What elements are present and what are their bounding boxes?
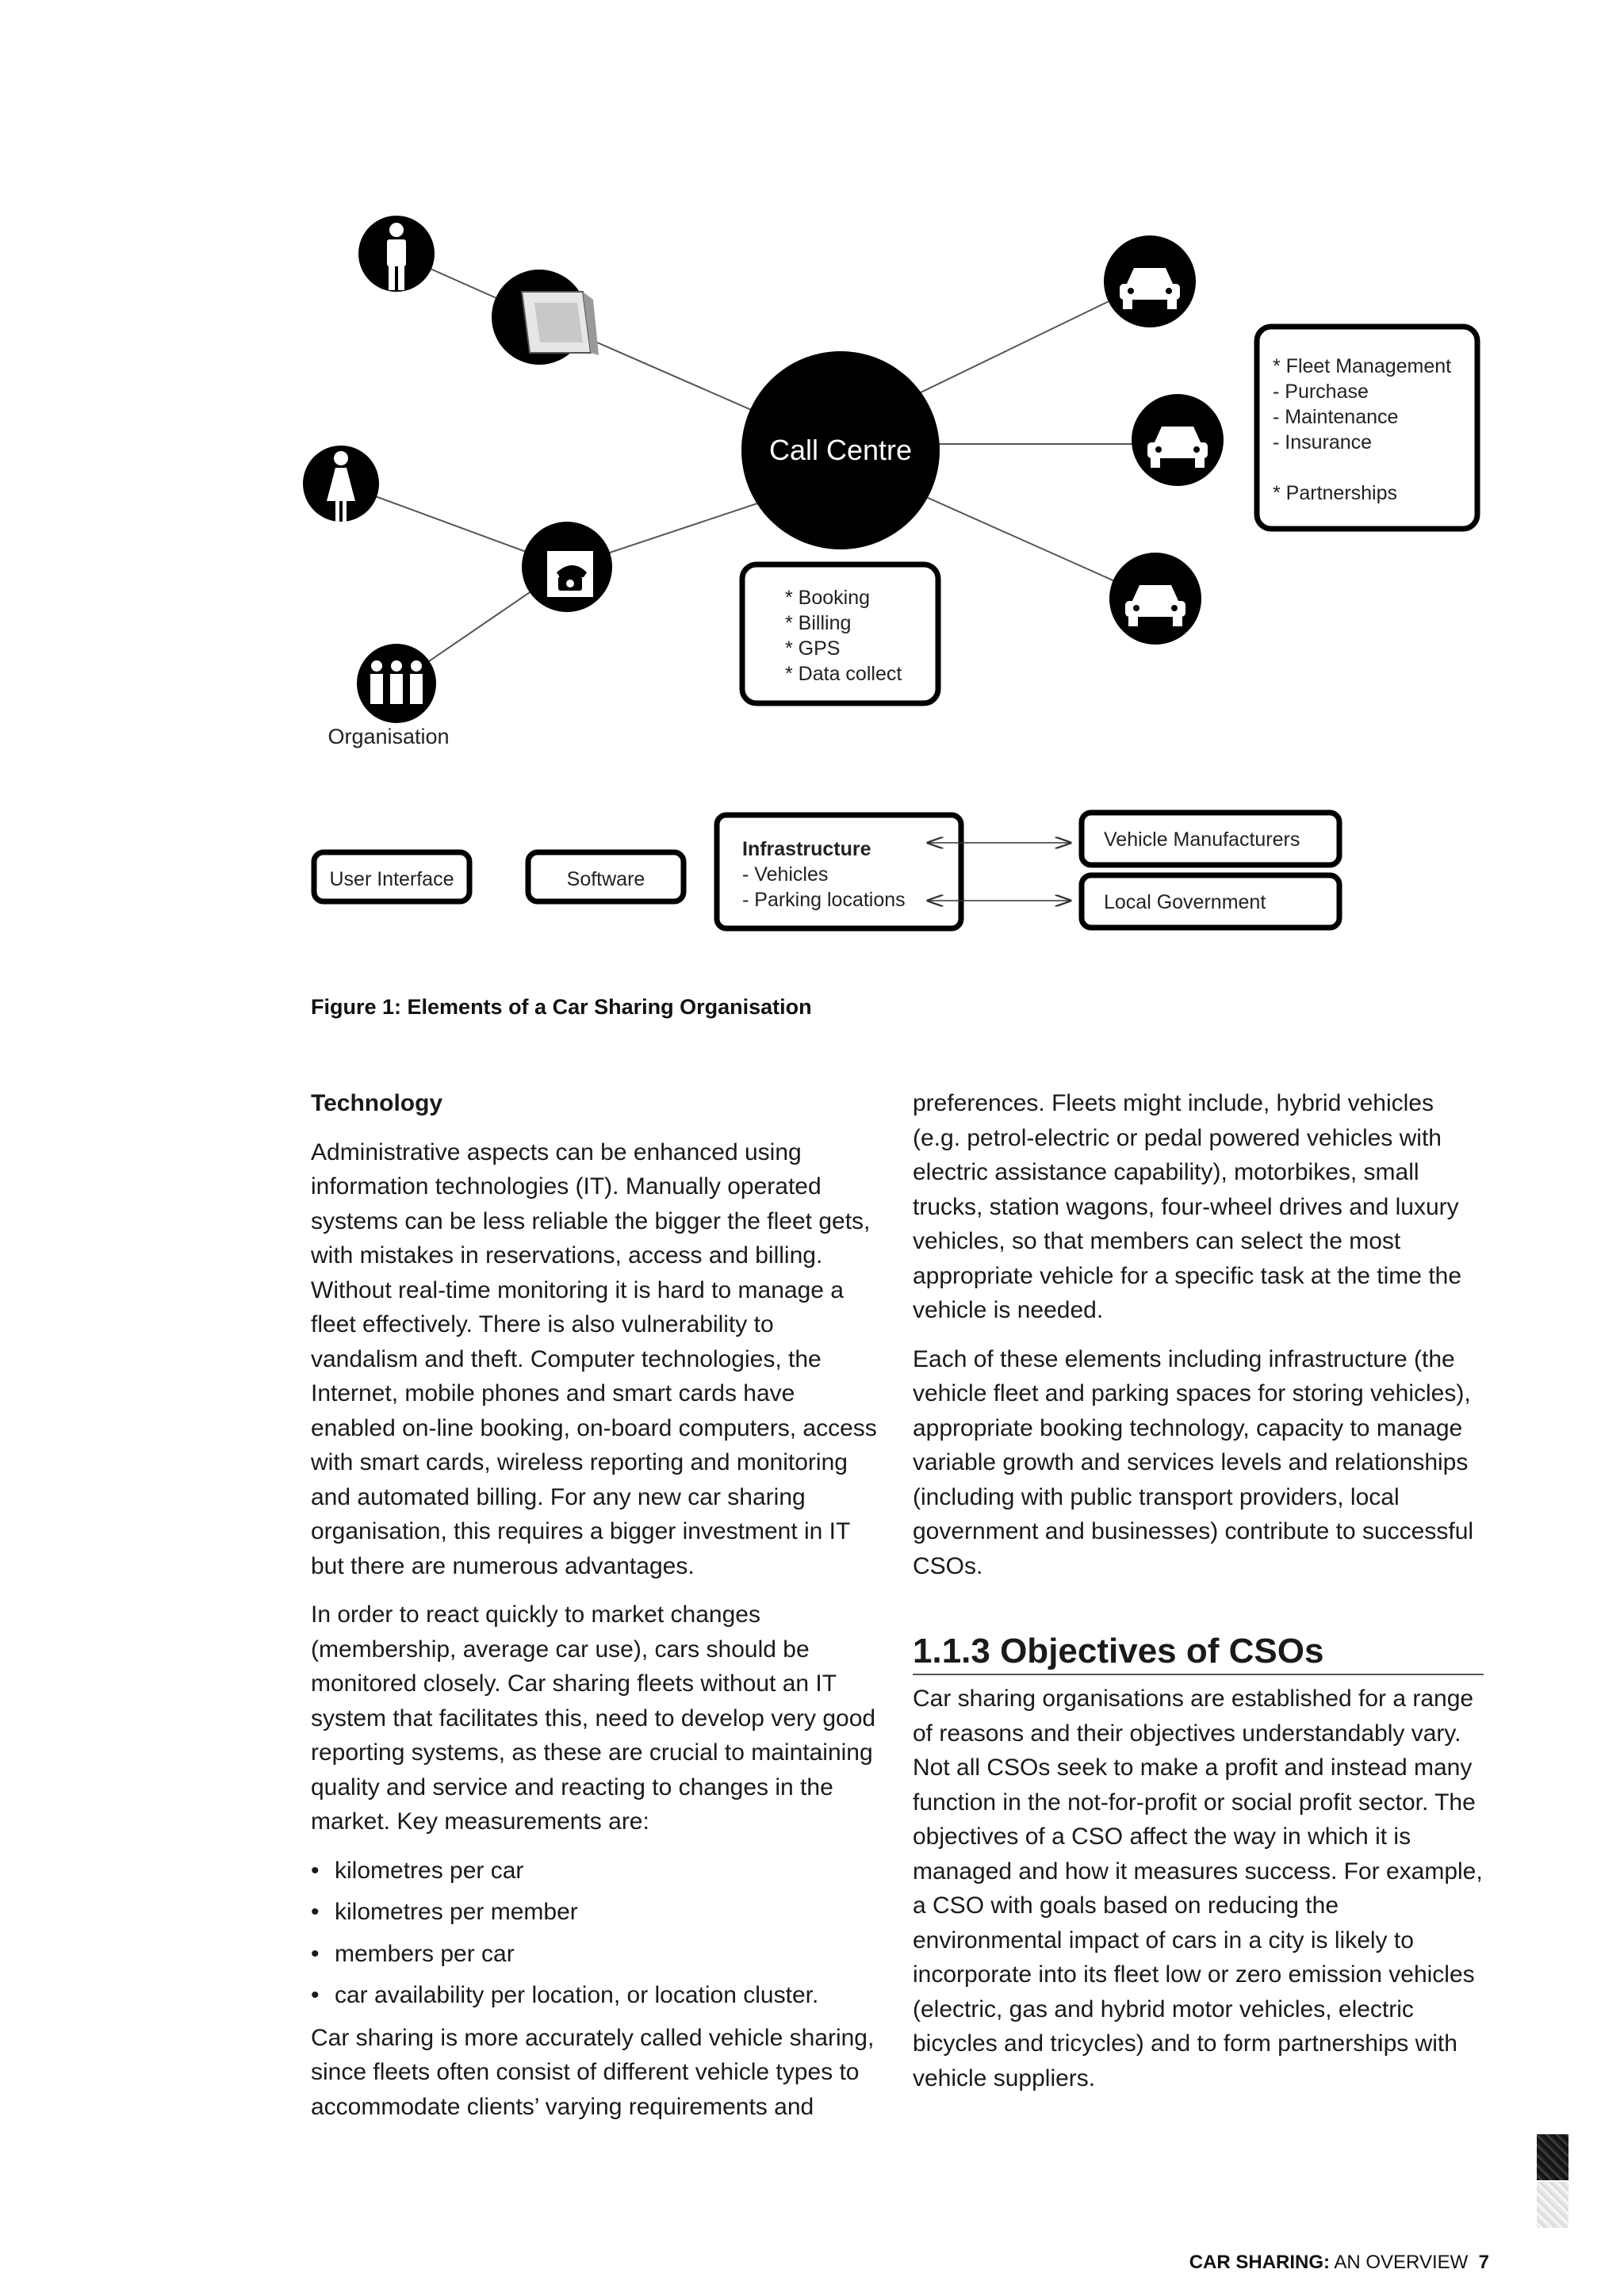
elements-paragraph: Each of these elements including infrastructure (the vehicle fleet and parking spaces for storing vehicles), appropriate booking technology, capacity to manage variable growth and services levels and relationships (including with public transport providers, local government and businesses) contribute to successful CSOs. bbox=[913, 1345, 1474, 1579]
fleet-paragraph: preferences. Fleets might include, hybrid vehicles (e.g. petrol-electric or pedal powered vehicles with electric assistance capability), motorbikes, small trucks, station wagons, four-wheel drives and luxury vehicles, so that members can select the most appropriate vehicle for a specific task at the time the vehicle is needed. bbox=[913, 1090, 1462, 1323]
vehicle-manufacturers-box bbox=[1082, 813, 1339, 865]
call-centre-node bbox=[741, 351, 940, 549]
infrastructure-item-1: - Vehicles bbox=[742, 863, 829, 886]
call-centre-label: Call Centre bbox=[768, 434, 913, 466]
list-item: • members per car bbox=[311, 1937, 882, 1972]
computer-icon bbox=[492, 270, 599, 365]
list-item: • car availability per location, or location cluster. bbox=[311, 1978, 882, 2013]
fleet-line-3: - Maintenance bbox=[1273, 406, 1399, 428]
fleet-management-box bbox=[1257, 327, 1477, 529]
telephone-icon bbox=[522, 522, 612, 612]
cc-line-1: * Booking bbox=[785, 587, 871, 609]
right-column bbox=[913, 1086, 1484, 2110]
page-number: 7 bbox=[1478, 2252, 1489, 2273]
list-item: • kilometres per car bbox=[311, 1854, 882, 1888]
car-icon-bottom bbox=[1109, 553, 1201, 645]
woman-icon bbox=[303, 446, 379, 523]
car-icon-middle bbox=[1132, 394, 1224, 486]
fleet-line-6: * Partnerships bbox=[1273, 482, 1398, 504]
technology-paragraph-1: Administrative aspects can be enhanced using information technologies (IT). Manually operated systems can be less reliable the bigger the fleet gets, with mistakes in reservations, access and billing. Without real-time monitoring it is hard to manage a fleet effectively. There is also vulnerability to vandalism and theft. Computer technologies, the Internet, mobile phones and smart cards have enabled on-line booking, on-board computers, access with smart cards, wireless reporting and monitoring and automated billing. For any new car sharing organisation, this requires a bigger investment in IT but there are numerous advantages. bbox=[311, 1138, 877, 1579]
section-heading-objectives: 1.1.3 Objectives of CSOs bbox=[913, 1629, 1484, 1675]
footer-title-bold: CAR SHARING: bbox=[1189, 2252, 1331, 2273]
fleet-line-4: - Insurance bbox=[1273, 431, 1373, 453]
organisation-label: Organisation bbox=[327, 725, 450, 748]
corner-texture-dark bbox=[1537, 2134, 1568, 2180]
man-icon bbox=[358, 216, 435, 292]
infrastructure-title: Infrastructure bbox=[742, 838, 871, 860]
local-government-box bbox=[1082, 875, 1339, 928]
user-interface-label: User Interface bbox=[329, 868, 454, 890]
cc-line-3: * GPS bbox=[785, 637, 841, 660]
call-centre-functions-box bbox=[742, 564, 938, 703]
user-interface-box bbox=[314, 852, 469, 901]
technology-paragraph-2: In order to react quickly to market changes (membership, average car use), cars should be monitored closely. Car sharing fleets without an IT system that facilitates this, need to develop very good reporting systems, as these are crucial to maintaining quality and service and reacting to changes in the market. Key measurements are: bbox=[311, 1601, 876, 1835]
infrastructure-item-2: - Parking locations bbox=[742, 889, 906, 911]
fleet-line-1: * Fleet Management bbox=[1273, 355, 1452, 377]
technology-heading: Technology bbox=[311, 1090, 443, 1116]
local-government-label: Local Government bbox=[1104, 891, 1266, 913]
figure-caption: Figure 1: Elements of a Car Sharing Organisation bbox=[311, 995, 812, 1019]
corner-texture-light bbox=[1537, 2182, 1568, 2228]
cc-line-4: * Data collect bbox=[785, 663, 902, 685]
software-box bbox=[528, 852, 684, 901]
left-column bbox=[311, 1086, 882, 2138]
objectives-paragraph: Car sharing organisations are established for a range of reasons and their objectives understandably vary. Not all CSOs seek to make a profit and instead many function in the not-for-profit or social profit sector. The objectives of a CSO affect the way in which it is managed and how it measures success. For example, a CSO with goals based on reducing the environmental impact of cars in a city is likely to incorporate into its fleet low or zero emission vehicles (electric, gas and hybrid motor vehicles, electric bicycles and tricycles) and to form partnerships with vehicle suppliers. bbox=[913, 1686, 1483, 2091]
organisation-group-icon bbox=[357, 644, 436, 723]
key-measurements-list bbox=[311, 1854, 882, 2013]
car-sharing-diagram bbox=[0, 0, 1624, 951]
list-item: • kilometres per member bbox=[311, 1895, 882, 1930]
software-label: Software bbox=[566, 868, 645, 890]
page-footer bbox=[1189, 2252, 1489, 2274]
fleet-line-2: - Purchase bbox=[1273, 381, 1369, 403]
technology-paragraph-3: Car sharing is more accurately called vehicle sharing, since fleets often consist of different vehicle types to accommodate clients’ varying requirements and bbox=[311, 2024, 875, 2120]
cc-line-2: * Billing bbox=[785, 612, 852, 634]
car-icon-top bbox=[1104, 235, 1196, 327]
footer-title-rest: AN OVERVIEW bbox=[1330, 2252, 1469, 2273]
infrastructure-box bbox=[717, 815, 961, 928]
vehicle-manufacturers-label: Vehicle Manufacturers bbox=[1104, 828, 1300, 851]
